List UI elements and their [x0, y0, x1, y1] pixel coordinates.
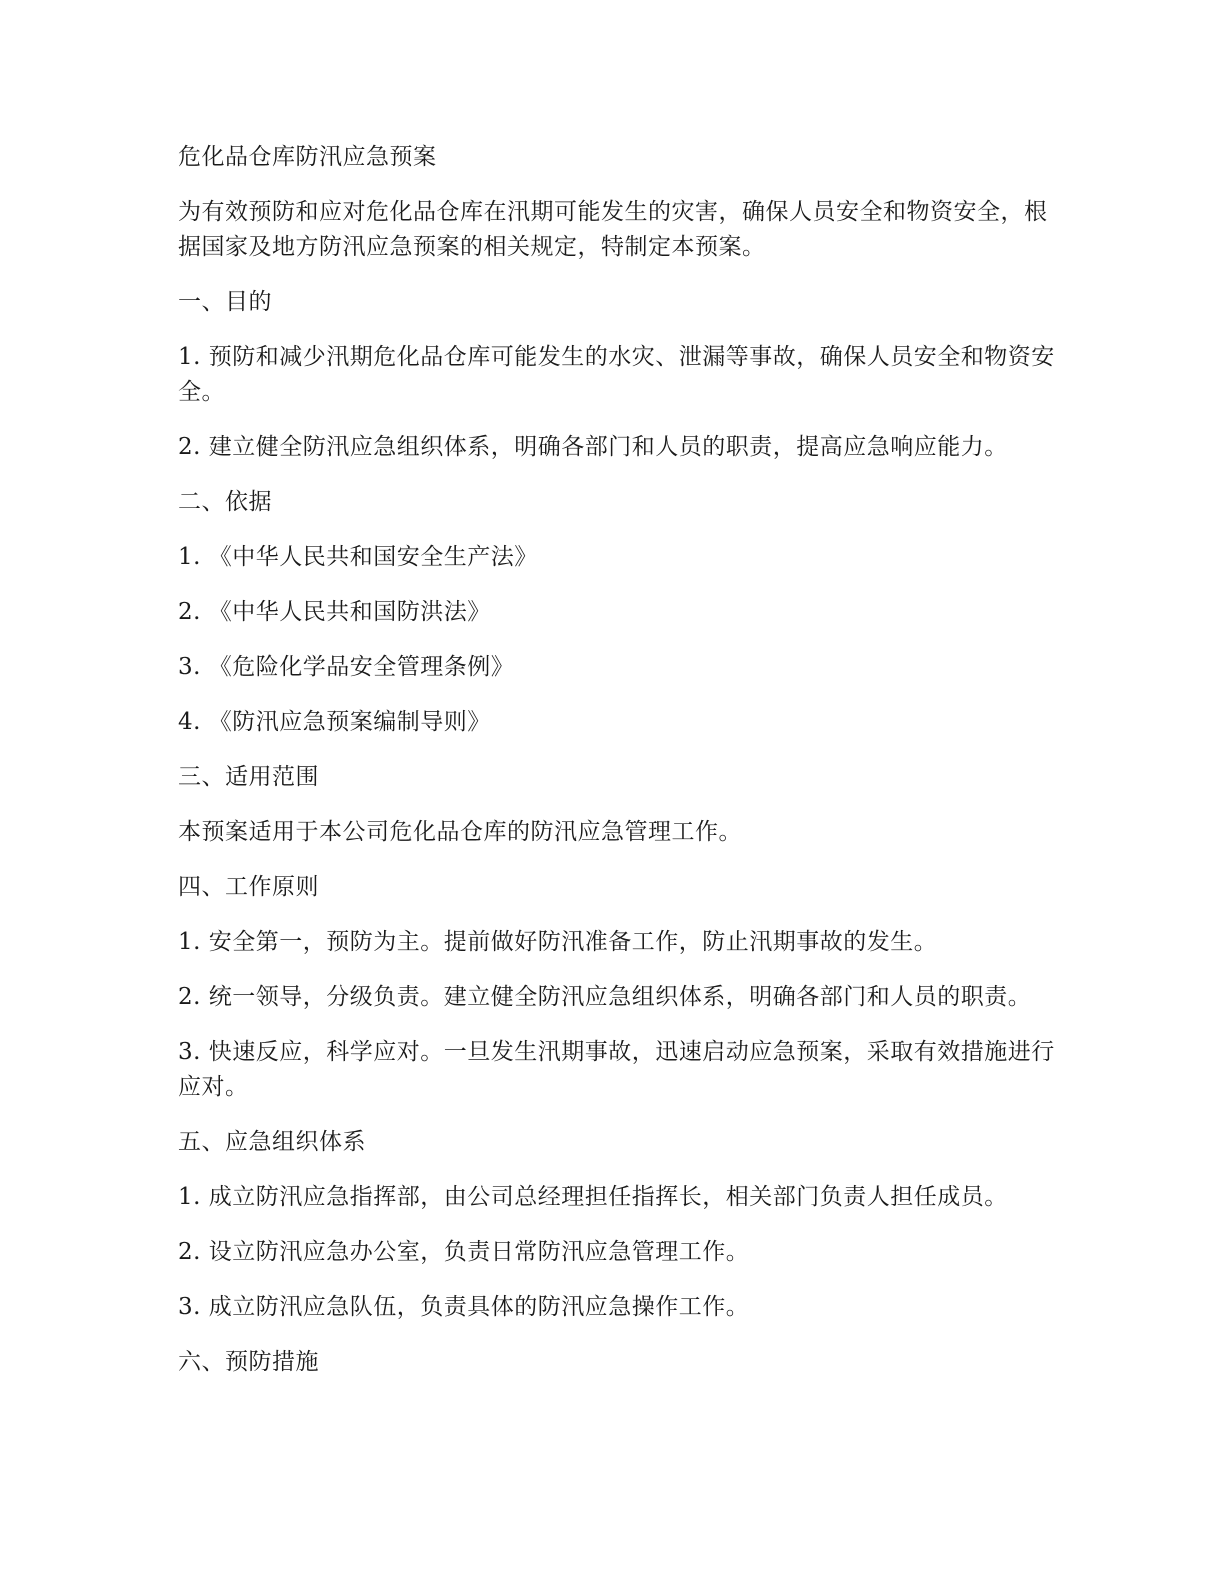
section-heading-prevention: 六、预防措施: [178, 1349, 319, 1375]
list-item: 1. 《中华人民共和国安全生产法》: [178, 544, 538, 570]
list-item: 2. 《中华人民共和国防洪法》: [178, 599, 491, 625]
list-item: 1. 成立防汛应急指挥部，由公司总经理担任指挥长，相关部门负责人担任成员。: [178, 1184, 1008, 1210]
intro-paragraph: 为有效预防和应对危化品仓库在汛期可能发生的灾害，确保人员安全和物资安全，根据国家及地方防汛应急预案的相关规定，特制定本预案。: [178, 199, 1048, 260]
list-item: 2. 统一领导，分级负责。建立健全防汛应急组织体系，明确各部门和人员的职责。: [178, 984, 1032, 1010]
list-item: 本预案适用于本公司危化品仓库的防汛应急管理工作。: [178, 819, 742, 845]
list-item: 3. 《危险化学品安全管理条例》: [178, 654, 515, 680]
list-item: 1. 预防和减少汛期危化品仓库可能发生的水灾、泄漏等事故，确保人员安全和物资安全。: [178, 344, 1055, 405]
list-item: 2. 设立防汛应急办公室，负责日常防汛应急管理工作。: [178, 1239, 750, 1265]
section-heading-scope: 三、适用范围: [178, 764, 319, 790]
list-item: 2. 建立健全防汛应急组织体系，明确各部门和人员的职责，提高应急响应能力。: [178, 434, 1008, 460]
document-page: [178, 140, 1058, 1400]
section-heading-organization: 五、应急组织体系: [178, 1129, 366, 1155]
section-heading-principles: 四、工作原则: [178, 874, 319, 900]
section-heading-purpose: 一、目的: [178, 289, 272, 315]
list-item: 3. 快速反应，科学应对。一旦发生汛期事故，迅速启动应急预案，采取有效措施进行应对。: [178, 1039, 1055, 1100]
list-item: 1. 安全第一，预防为主。提前做好防汛准备工作，防止汛期事故的发生。: [178, 929, 938, 955]
list-item: 3. 成立防汛应急队伍，负责具体的防汛应急操作工作。: [178, 1294, 750, 1320]
document-title: 危化品仓库防汛应急预案: [178, 144, 437, 170]
section-heading-basis: 二、依据: [178, 489, 272, 515]
list-item: 4. 《防汛应急预案编制导则》: [178, 709, 491, 735]
